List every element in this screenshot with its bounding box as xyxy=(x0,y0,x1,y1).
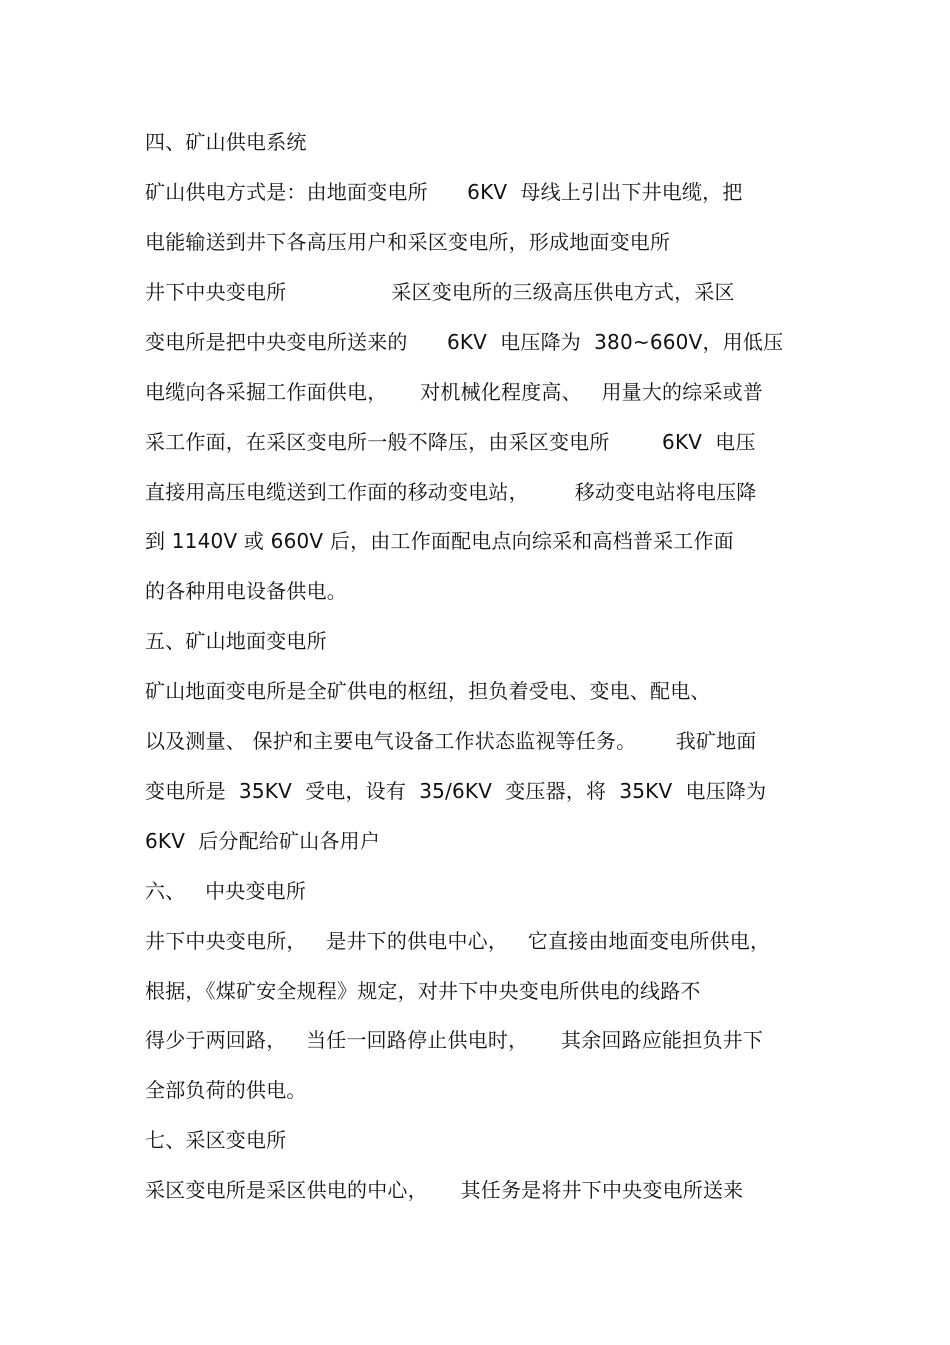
paragraph-line: 采区变电所是采区供电的中心， 其任务是将井下中央变电所送来 xyxy=(145,1178,744,1202)
paragraph-line: 井下中央变电所， 是井下的供电中心， 它直接由地面变电所供电， xyxy=(145,929,771,953)
paragraph-line: 电能输送到井下各高压用户和采区变电所，形成地面变电所 xyxy=(145,230,671,254)
heading-section-5: 五、矿山地面变电所 xyxy=(145,629,327,653)
paragraph-line: 井下中央变电所 采区变电所的三级高压供电方式，采区 xyxy=(145,280,735,304)
paragraph-line: 到 1140V 或 660V 后，由工作面配电点向综采和高档普采工作面 xyxy=(145,529,734,553)
paragraph-line: 以及测量、 保护和主要电气设备工作状态监视等任务。 我矿地面 xyxy=(145,729,757,753)
paragraph-line: 矿山供电方式是：由地面变电所 6KV 母线上引出下井电缆，把 xyxy=(145,180,743,204)
paragraph-line: 全部负荷的供电。 xyxy=(145,1078,307,1102)
heading-section-4: 四、矿山供电系统 xyxy=(145,130,307,154)
paragraph-line: 6KV 后分配给矿山各用户 xyxy=(145,829,381,853)
paragraph-line: 变电所是 35KV 受电，设有 35/6KV 变压器，将 35KV 电压降为 xyxy=(145,779,767,803)
paragraph-line: 的各种用电设备供电。 xyxy=(145,579,347,603)
paragraph-line: 矿山地面变电所是全矿供电的枢纽，担负着受电、变电、配电、 xyxy=(145,679,711,703)
paragraph-line: 变电所是把中央变电所送来的 6KV 电压降为 380~660V，用低压 xyxy=(145,330,784,354)
paragraph-line: 得少于两回路， 当任一回路停止供电时， 其余回路应能担负井下 xyxy=(145,1028,764,1052)
paragraph-line: 电缆向各采掘工作面供电， 对机械化程度高、 用量大的综采或普 xyxy=(145,380,764,404)
heading-section-7: 七、采区变电所 xyxy=(145,1128,287,1152)
paragraph-line: 直接用高压电缆送到工作面的移动变电站， 移动变电站将电压降 xyxy=(145,480,757,504)
paragraph-line: 根据，《煤矿安全规程》规定，对井下中央变电所供电的线路不 xyxy=(145,979,701,1003)
heading-section-6: 六、 中央变电所 xyxy=(145,879,307,903)
paragraph-line: 采工作面，在采区变电所一般不降压，由采区变电所 6KV 电压 xyxy=(145,430,756,454)
